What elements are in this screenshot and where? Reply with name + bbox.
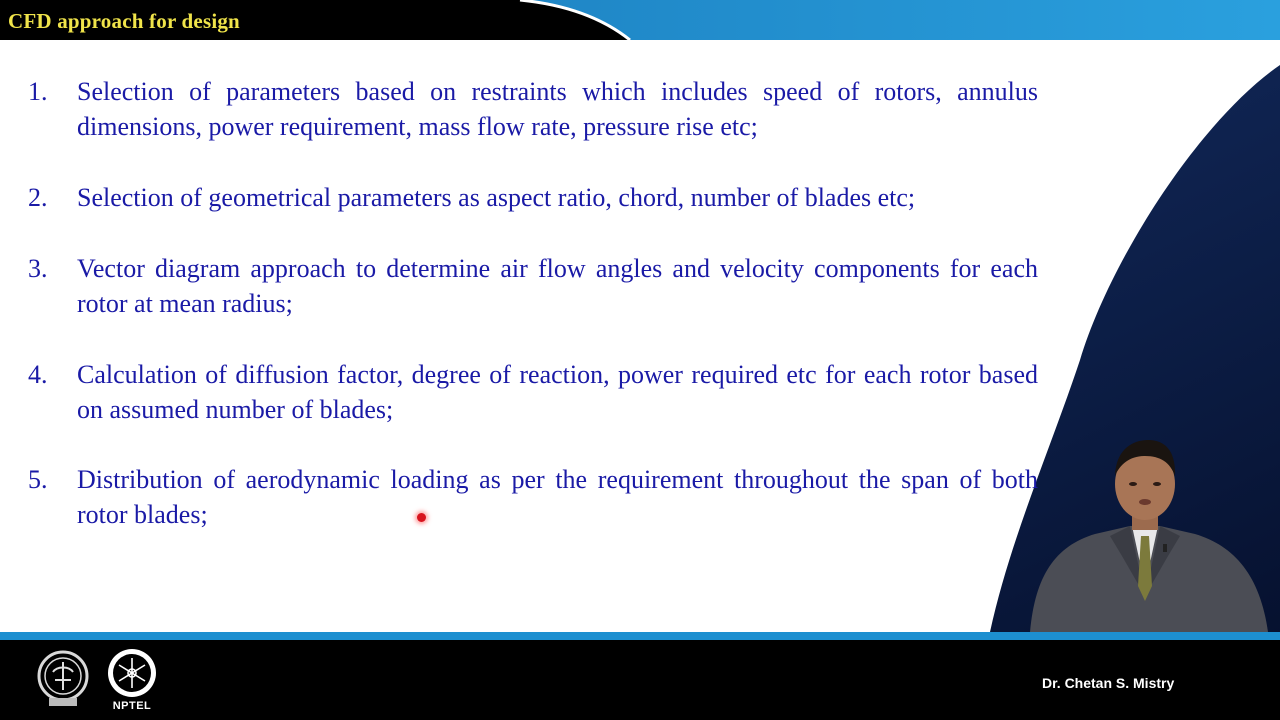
item-number: 2. (28, 183, 48, 212)
list-item (28, 251, 1038, 321)
iit-kharagpur-logo-icon (35, 648, 91, 710)
item-text: Vector diagram approach to determine air flow angles and velocity components for each rotor at mean radius; (77, 254, 1038, 318)
presenter-video (1010, 436, 1280, 632)
laser-pointer-dot (417, 513, 426, 522)
item-number: 3. (28, 254, 48, 283)
nptel-label: NPTEL (112, 700, 152, 712)
item-text: Distribution of aerodynamic loading as per the requirement throughout the span of both rotor blades; (77, 465, 1038, 529)
item-number: 5. (28, 465, 48, 494)
slide-title: CFD approach for design (8, 9, 240, 33)
list-item (28, 462, 1038, 532)
item-text: Selection of parameters based on restraints which includes speed of rotors, annulus dimensions, power requirement, mass flow rate, pressure rise etc; (77, 77, 1038, 141)
list-item (28, 180, 1038, 215)
list-item (28, 74, 1038, 144)
item-text: Calculation of diffusion factor, degree of reaction, power required etc for each rotor based on assumed number of blades; (77, 360, 1038, 424)
bullet-list (28, 74, 1038, 529)
presenter-name: Dr. Chetan S. Mistry (1042, 675, 1175, 691)
item-number: 4. (28, 360, 48, 389)
nptel-logo-icon (105, 646, 159, 700)
list-item (28, 357, 1038, 427)
item-text: Selection of geometrical parameters as aspect ratio, chord, number of blades etc; (77, 183, 916, 212)
item-number: 1. (28, 77, 48, 106)
